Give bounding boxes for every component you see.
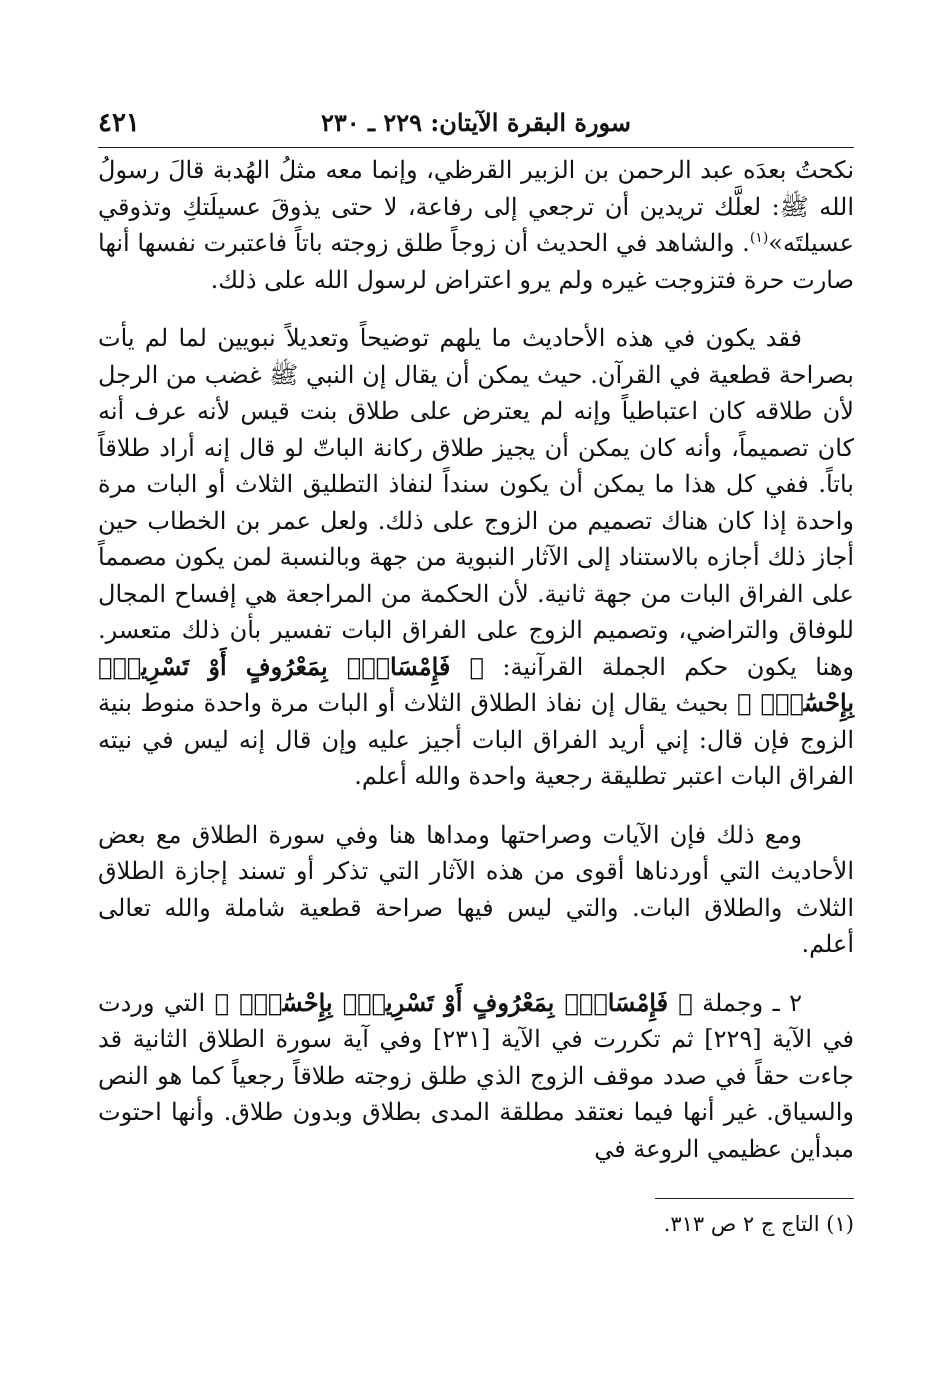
paragraph-2-text-a: فقد يكون في هذه الأحاديث ما يلهم توضيحاً وتعديلاً نبويين لما لم يأت بصراحة قطعية في القرآن. حيث يمكن أن يقال إن النبي ﷺ غضب من الرجل لأن طلاقه كان اعتباطياً وإنه لم يعترض على طلاق بنت قيس لأنه عرف أنه كان تصميماً، وأنه كان يمكن أن يجيز طلاق ركانة الباتّ لو قال إنه أراد طلاقاً باتاً. ففي كل هذا ما يمكن أن يكون سنداً لنفاذ التطليق الثلاث أو البات مرة واحدة إذا كان هناك تصميم من الزوج على ذلك. ولعل عمر بن الخطاب حين أجاز ذلك أجازه بالاستناد إلى الآثار النبوية من جهة وبالنسبة لمن يكون مصمماً على الفراق البات من جهة ثانية. لأن الحكمة من المراجعة هي إفساح المجال للوفاق والتراضي، وتصميم الزوج على الفراق البات تفسير بأن ذلك متعسر. وهنا يكون حكم الجملة القرآنية: bbox=[98, 324, 855, 681]
paragraph-3 bbox=[98, 817, 854, 963]
quran-verse: ﴿ فَإِمْسَاكٌۢ بِمَعْرُوفٍ أَوْ تَسْرِيحٌۢ بِإِحْسَٰنٍۗ ﴾ bbox=[98, 651, 855, 717]
page-number: ٤٢١ bbox=[98, 108, 140, 138]
body-text bbox=[98, 152, 854, 1167]
paragraph-4-text-b: التي وردت في الآية [٢٢٩] ثم تكررت في الآية [٢٣١] وفي آية سورة الطلاق الثانية قد جاءت حقاً في صدد موقف الزوج الذي طلق زوجته طلاقاً رجعياً كما هو النص والسياق. غير أنها فيما نعتقد مطلقة المدى بطلاق وبدون طلاق. وأنها احتوت مبدأين عظيمي الروعة في bbox=[98, 988, 855, 1163]
paragraph-1-text-a: نكحتُ بعدَه عبد الرحمن بن الزبير القرظي، وإنما معه مثلُ الهُدبة قالَ رسولُ الله ﷺ: لعلَّك تريدين أن ترجعي إلى رفاعة، لا حتى يذوقَ عسيلَتكِ وتذوقي عسيلتَه» bbox=[98, 156, 854, 257]
header-rule bbox=[98, 147, 854, 148]
page-header bbox=[98, 104, 854, 144]
footnote: (١) التاج ج ٢ ص ٣١٣. bbox=[663, 1212, 854, 1236]
quran-verse: ﴿ فَإِمْسَاكٌۢ بِمَعْرُوفٍ أَوْ تَسْرِيحٌۢ بِإِحْسَٰنٍۗ ﴾ bbox=[214, 987, 693, 1017]
paragraph-3-text: ومع ذلك فإن الآيات وصراحتها ومداها هنا وفي سورة الطلاق مع بعض الأحاديث التي أوردناها أقوى من هذه الآثار التي تذكر أو تسند إجازة الطلاق الثلاث والطلاق البات. والتي ليس فيها صراحة قطعية شاملة والله تعالى أعلم. bbox=[98, 820, 854, 958]
paragraph-2 bbox=[98, 320, 854, 795]
paragraph-2-text-b: بحيث يقال إن نفاذ الطلاق الثلاث أو البات مرة واحدة منوط بنية الزوج فإن قال: إني أريد الفراق البات أجيز عليه وإن قال إنه ليس في نيته الفراق البات اعتبر تطليقة رجعية واحدة والله أعلم. bbox=[98, 689, 854, 790]
footnote-reference: (١) bbox=[749, 230, 769, 246]
paragraph-4-text-a: ٢ ـ وجملة bbox=[702, 988, 802, 1017]
paragraph-1 bbox=[98, 152, 854, 298]
paragraph-4 bbox=[98, 985, 854, 1168]
footnote-rule bbox=[655, 1198, 854, 1199]
running-title: سورة البقرة الآيتان: ٢٢٩ ـ ٢٣٠ bbox=[320, 108, 632, 137]
paragraph-1-text-b: . والشاهد في الحديث أن زوجاً طلق زوجته باتاً فاعتبرت نفسها أنها صارت حرة فتزوجت غيره ولم يرو اعتراض لرسول الله على ذلك. bbox=[98, 229, 854, 294]
